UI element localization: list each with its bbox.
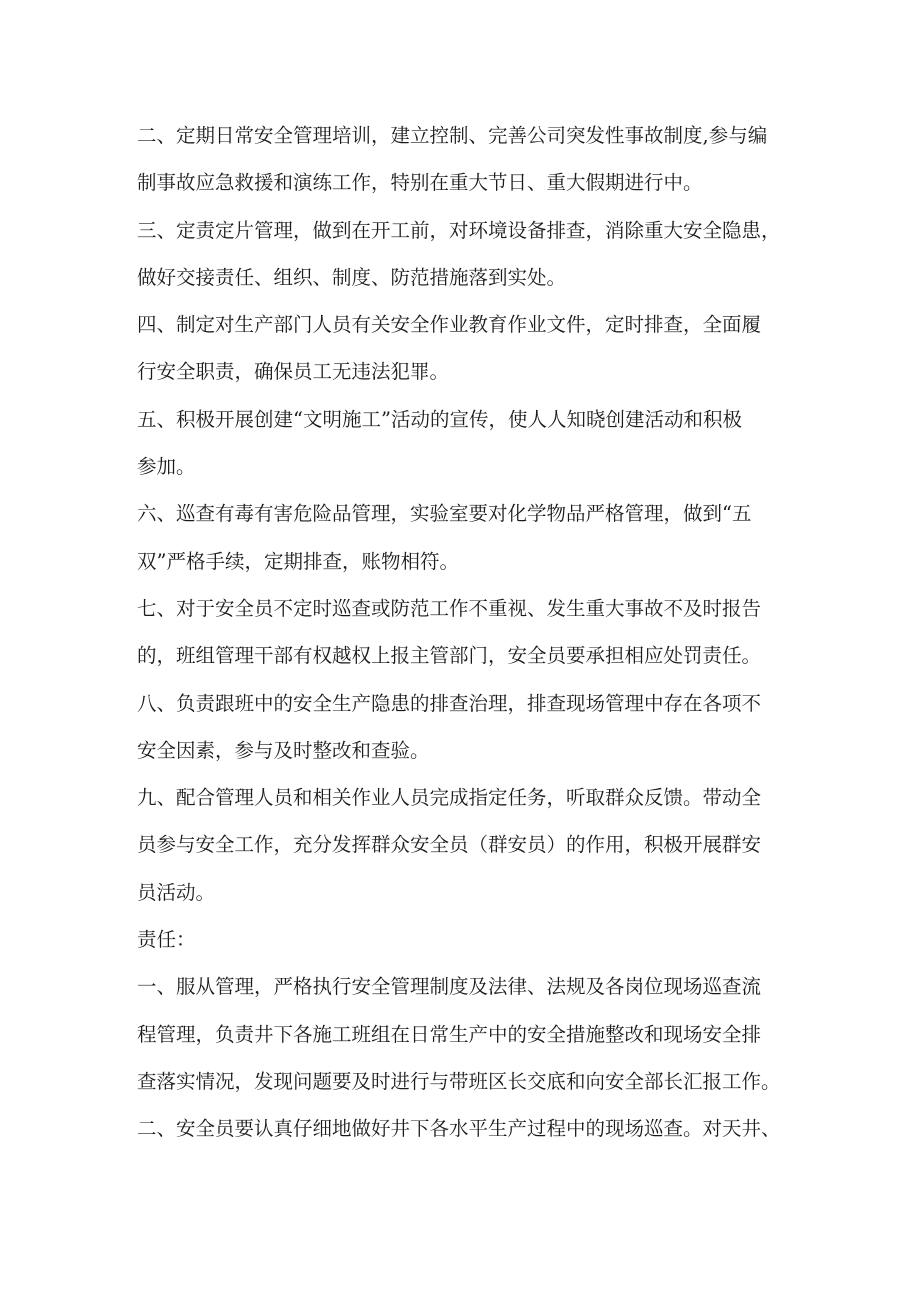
document-body — [137, 112, 797, 1153]
text-line: 的，班组管理干部有权越权上报主管部门，安全员要承担相应处罚责任。 — [137, 644, 762, 668]
paragraph-item-6 — [137, 490, 797, 585]
paragraph-item-9 — [137, 774, 797, 916]
text-line: 责任： — [137, 928, 196, 952]
text-line: 查落实情况，发现问题要及时进行与带班区长交底和向安全部长汇报工作。 — [137, 1069, 781, 1093]
paragraph-item-7 — [137, 585, 797, 680]
paragraph-item-4 — [137, 301, 797, 396]
paragraph-resp-1 — [137, 963, 797, 1105]
paragraph-heading-responsibility — [137, 916, 797, 963]
text-line: 员参与安全工作，充分发挥群众安全员（群安员）的作用，积极开展群安 — [137, 833, 762, 857]
paragraph-item-5 — [137, 396, 797, 491]
text-line: 一、服从管理，严格执行安全管理制度及法律、法规及各岗位现场巡查流 — [137, 975, 762, 999]
text-line: 员活动。 — [137, 880, 216, 904]
text-line: 六、巡查有毒有害危险品管理，实验室要对化学物品严格管理，做到“五 — [137, 502, 752, 526]
paragraph-item-8 — [137, 680, 797, 775]
paragraph-item-3 — [137, 207, 797, 302]
text-line: 二、定期日常安全管理培训，建立控制、完善公司突发性事故制度,参与编 — [137, 124, 768, 147]
text-line: 四、制定对生产部门人员有关安全作业教育作业文件，定时排查，全面履 — [137, 313, 762, 337]
text-line: 九、配合管理人员和相关作业人员完成指定任务，听取群众反馈。带动全 — [137, 786, 762, 810]
text-line: 八、负责跟班中的安全生产隐患的排查治理，排查现场管理中存在各项不 — [137, 691, 762, 715]
text-line: 程管理，负责井下各施工班组在日常生产中的安全措施整改和现场安全排 — [137, 1022, 762, 1046]
paragraph-resp-2 — [137, 1105, 797, 1152]
text-line: 行安全职责，确保员工无违法犯罪。 — [137, 360, 450, 384]
text-line: 双”严格手续，定期排查，账物相符。 — [137, 549, 459, 573]
text-line: 制事故应急救援和演练工作，特别在重大节日、重大假期进行中。 — [137, 171, 703, 195]
text-line: 二、安全员要认真仔细地做好井下各水平生产过程中的现场巡查。对天井、 — [137, 1117, 781, 1141]
text-line: 五、积极开展创建“文明施工”活动的宣传，使人人知晓创建活动和积极 — [137, 407, 742, 431]
text-line: 七、对于安全员不定时巡查或防范工作不重视、发生重大事故不及时报告 — [137, 596, 762, 620]
text-line: 做好交接责任、组织、制度、防范措施落到实处。 — [137, 265, 567, 289]
text-line: 三、定责定片管理，做到在开工前，对环境设备排查，消除重大安全隐患， — [137, 218, 781, 242]
paragraph-item-2 — [137, 112, 797, 207]
text-line: 参加。 — [137, 455, 196, 479]
text-line: 安全因素，参与及时整改和查验。 — [137, 738, 430, 762]
